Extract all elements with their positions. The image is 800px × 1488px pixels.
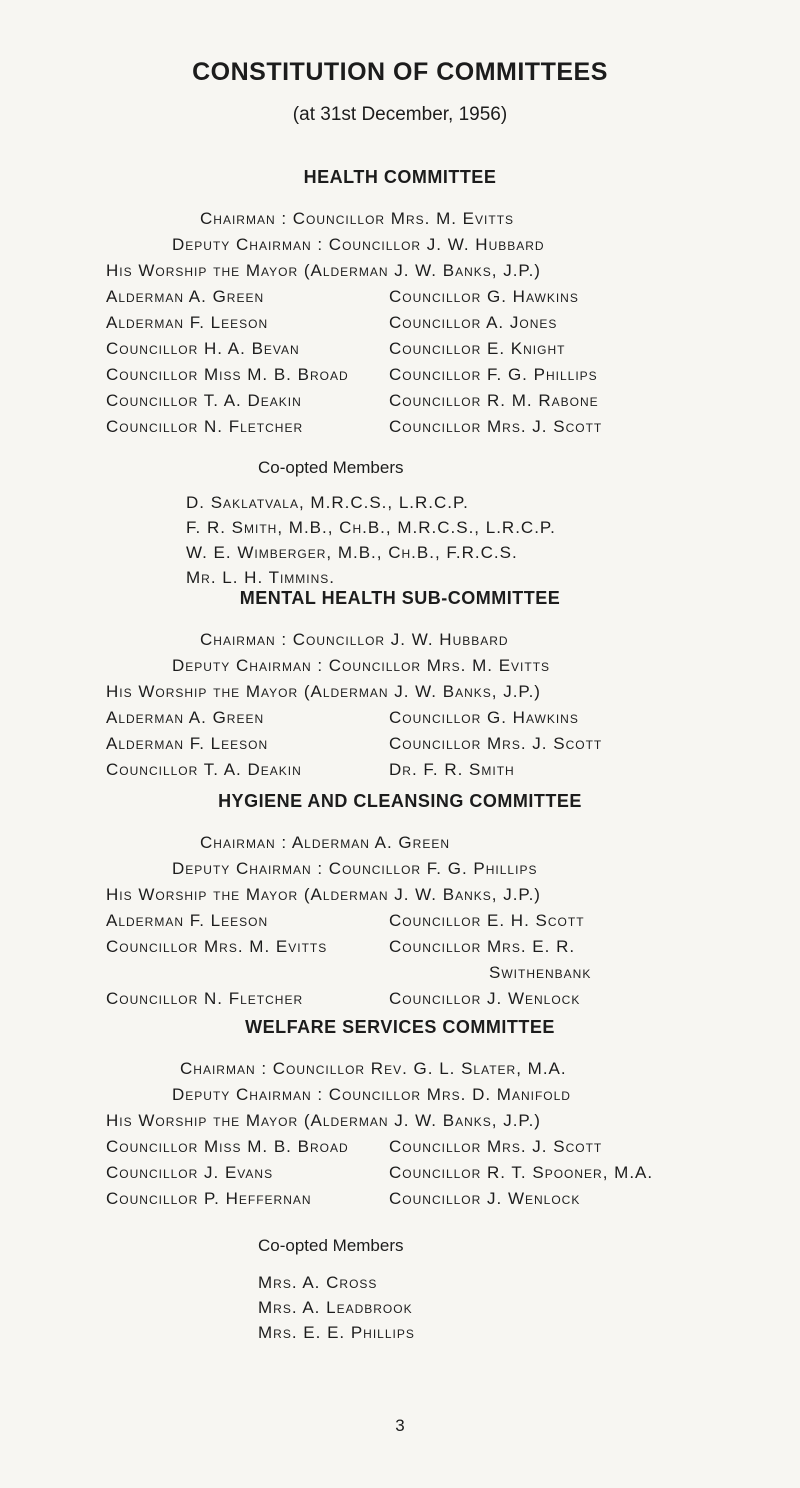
member-name: Councillor E. Knight [389, 339, 566, 358]
mental-health-heading: MENTAL HEALTH SUB-COMMITTEE [239, 588, 561, 608]
welfare-coopted-list [0, 1270, 800, 1345]
member-name: Councillor P. Heffernan [106, 1189, 312, 1208]
member-name: Alderman A. Green [106, 287, 265, 306]
coopted-member: D. Saklatvala, M.R.C.S., L.R.C.P. [186, 493, 469, 512]
coopted-member: W. E. Wimberger, M.B., Ch.B., F.R.C.S. [186, 543, 518, 562]
welfare-coopted-heading: Co-opted Members [258, 1236, 404, 1255]
mental-health-section [0, 583, 800, 783]
member-name: Councillor Mrs. E. R. [389, 937, 576, 956]
member-name: Councillor H. A. Bevan [106, 339, 300, 358]
member-name: Alderman A. Green [106, 708, 265, 727]
health-coopted-heading: Co-opted Members [258, 458, 404, 477]
coopted-member: Mrs. E. E. Phillips [258, 1323, 415, 1342]
welfare-deputy-chairman: Deputy Chairman : Councillor Mrs. D. Manifold [172, 1085, 571, 1104]
hygiene-deputy-chairman: Deputy Chairman : Councillor F. G. Phillips [172, 859, 538, 878]
member-name: Alderman F. Leeson [106, 911, 269, 930]
welfare-section [0, 1012, 800, 1345]
welfare-members [0, 1134, 800, 1212]
coopted-member: F. R. Smith, M.B., Ch.B., M.R.C.S., L.R.C.P. [186, 518, 556, 537]
health-chairman: Chairman : Councillor Mrs. M. Evitts [200, 209, 515, 228]
member-name: Councillor R. T. Spooner, M.A. [389, 1163, 654, 1182]
health-mayor: His Worship the Mayor (Alderman J. W. Banks, J.P.) [106, 261, 541, 280]
page-title: CONSTITUTION OF COMMITTEES [192, 58, 608, 86]
member-name-continued: Swithenbank [489, 963, 592, 982]
health-members [0, 284, 800, 440]
member-name: Councillor Mrs. J. Scott [389, 417, 603, 436]
mental-health-mayor: His Worship the Mayor (Alderman J. W. Banks, J.P.) [106, 682, 541, 701]
member-name: Alderman F. Leeson [106, 313, 269, 332]
health-coopted-list [0, 490, 800, 590]
hygiene-heading: HYGIENE AND CLEANSING COMMITTEE [218, 791, 582, 811]
member-name: Councillor J. Wenlock [389, 989, 581, 1008]
coopted-member: Mrs. A. Leadbrook [258, 1298, 413, 1317]
member-name: Alderman F. Leeson [106, 734, 269, 753]
member-name: Councillor Mrs. J. Scott [389, 734, 603, 753]
member-name: Councillor Miss M. B. Broad [106, 1137, 349, 1156]
member-name: Councillor Miss M. B. Broad [106, 365, 349, 384]
page-subtitle: (at 31st December, 1956) [292, 104, 508, 125]
welfare-chairman: Chairman : Councillor Rev. G. L. Slater, M.A. [180, 1059, 567, 1078]
coopted-member: Mr. L. H. Timmins. [186, 568, 336, 587]
health-committee-heading: HEALTH COMMITTEE [303, 167, 497, 187]
health-deputy-chairman: Deputy Chairman : Councillor J. W. Hubbard [172, 235, 545, 254]
page-number: 3 [395, 1416, 405, 1435]
mental-health-chairman: Chairman : Councillor J. W. Hubbard [200, 630, 509, 649]
member-name: Councillor J. Wenlock [389, 1189, 581, 1208]
member-name: Councillor J. Evans [106, 1163, 274, 1182]
member-name: Councillor F. G. Phillips [389, 365, 598, 384]
member-name: Councillor R. M. Rabone [389, 391, 599, 410]
hygiene-members [0, 908, 800, 1012]
member-name [106, 960, 389, 986]
member-name: Councillor A. Jones [389, 313, 558, 332]
member-name: Councillor Mrs. J. Scott [389, 1137, 603, 1156]
member-name: Councillor E. H. Scott [389, 911, 585, 930]
hygiene-section [0, 786, 800, 1012]
welfare-heading: WELFARE SERVICES COMMITTEE [245, 1017, 555, 1037]
mental-health-members [0, 705, 800, 783]
member-name: Councillor T. A. Deakin [106, 760, 302, 779]
coopted-member: Mrs. A. Cross [258, 1273, 378, 1292]
member-name: Councillor N. Fletcher [106, 989, 304, 1008]
member-name: Councillor T. A. Deakin [106, 391, 302, 410]
mental-health-deputy-chairman: Deputy Chairman : Councillor Mrs. M. Evitts [172, 656, 551, 675]
hygiene-mayor: His Worship the Mayor (Alderman J. W. Banks, J.P.) [106, 885, 541, 904]
member-name: Dr. F. R. Smith [389, 760, 515, 779]
member-name: Councillor G. Hawkins [389, 287, 579, 306]
member-name: Councillor N. Fletcher [106, 417, 304, 436]
health-committee-section [0, 162, 800, 590]
welfare-mayor: His Worship the Mayor (Alderman J. W. Banks, J.P.) [106, 1111, 541, 1130]
hygiene-chairman: Chairman : Alderman A. Green [200, 833, 450, 852]
member-name: Councillor Mrs. M. Evitts [106, 937, 328, 956]
member-name: Councillor G. Hawkins [389, 708, 579, 727]
